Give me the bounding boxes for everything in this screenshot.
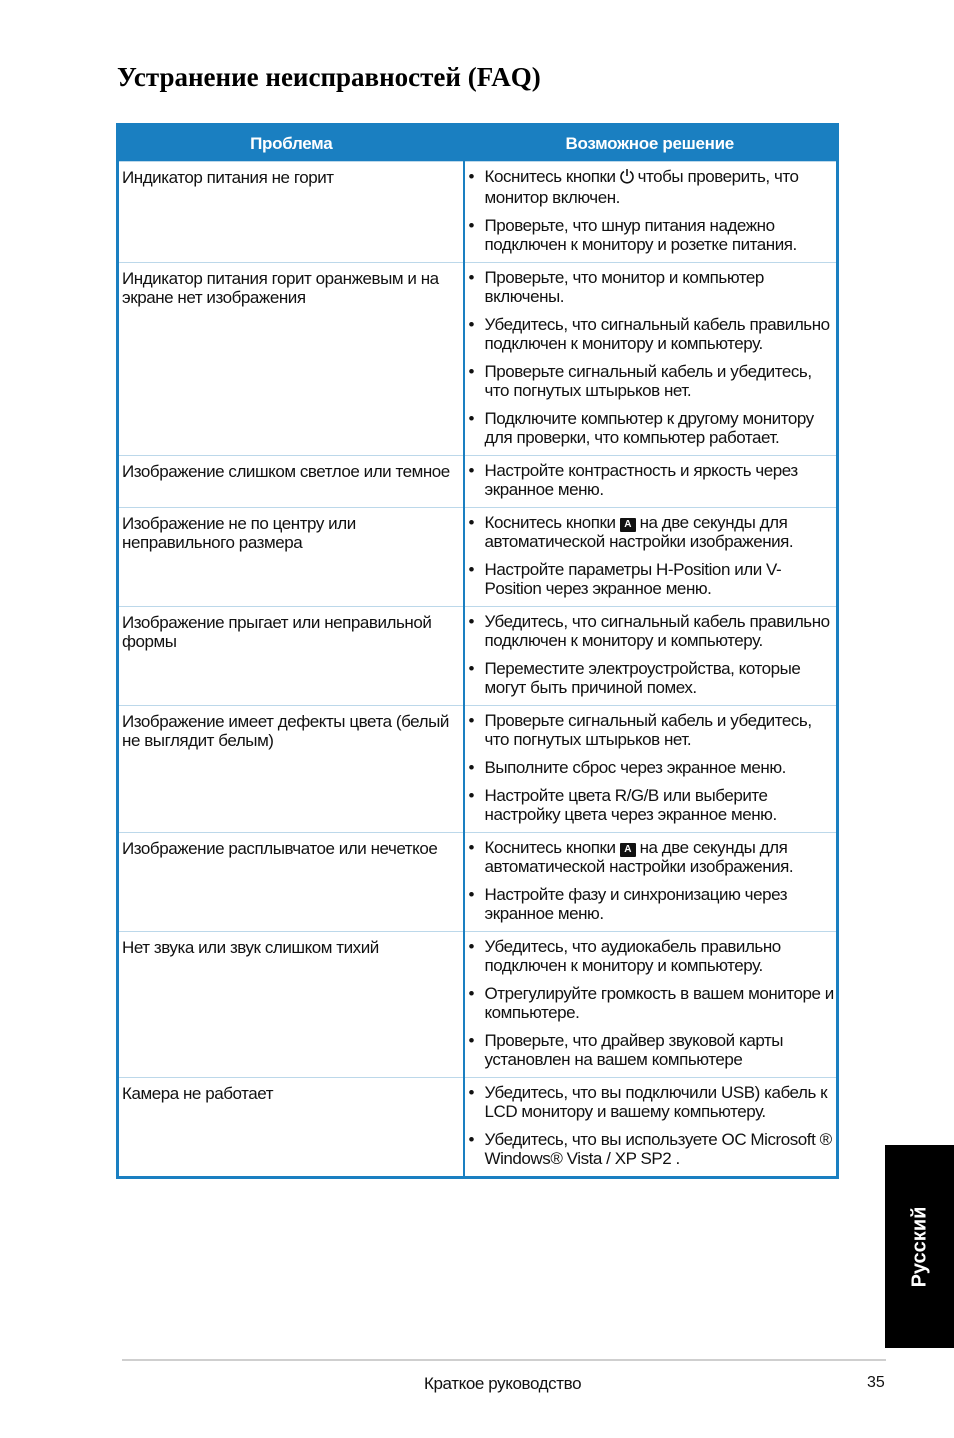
solution-item — [467, 937, 835, 975]
solution-cell — [464, 263, 838, 456]
header-solution: Возможное решение — [464, 125, 838, 162]
header-problem: Проблема — [118, 125, 464, 162]
solution-text: Коснитесь кнопки — [484, 513, 616, 532]
table-header-row — [118, 125, 838, 162]
solution-text: чтобы проверить, что монитор включен. — [484, 167, 799, 207]
auto-adjust-icon: A — [620, 843, 636, 857]
solution-item — [467, 885, 835, 923]
solution-text: Настройте параметры H-Position или V-Position через экранное меню. — [484, 560, 782, 598]
table-row — [118, 932, 838, 1078]
solution-item — [467, 786, 835, 824]
solution-text: Настройте цвета R/G/B или выберите настройку цвета через экранное меню. — [484, 786, 777, 824]
solution-cell — [464, 833, 838, 932]
solution-item — [467, 167, 835, 207]
solution-text: Убедитесь, что вы подключили USB) кабель к LCD монитору и вашему компьютеру. — [484, 1083, 828, 1121]
solution-item — [467, 1031, 835, 1069]
solution-text: Подключите компьютер к другому монитору для проверки, что компьютер работает. — [484, 409, 814, 447]
solution-item — [467, 1083, 835, 1121]
problem-cell: Изображение прыгает или неправильной формы — [118, 607, 464, 706]
bullet: • — [468, 758, 475, 777]
solution-item — [467, 984, 835, 1022]
page-title: Устранение неисправностей (FAQ) — [117, 62, 541, 92]
problem-cell: Изображение не по центру или неправильного размера — [118, 508, 464, 607]
bullet: • — [468, 885, 475, 904]
table-row — [118, 706, 838, 833]
bullet: • — [468, 937, 475, 956]
solution-cell — [464, 1078, 838, 1178]
solution-text: Проверьте сигнальный кабель и убедитесь, что погнутых штырьков нет. — [484, 362, 812, 400]
solution-cell — [464, 706, 838, 833]
solution-item — [467, 838, 835, 876]
bullet: • — [468, 216, 475, 235]
footer-divider — [122, 1359, 886, 1361]
solution-text: Убедитесь, что вы используете ОС Microsoft ® Windows® Vista / XP SP2 . — [484, 1130, 832, 1168]
solution-text: Убедитесь, что аудиокабель правильно подключен к монитору и компьютеру. — [484, 937, 781, 975]
bullet: • — [468, 167, 475, 186]
solution-item — [467, 268, 835, 306]
bullet: • — [468, 409, 475, 428]
problem-cell: Изображение имеет дефекты цвета (белый не выглядит белым) — [118, 706, 464, 833]
problem-cell: Камера не работает — [118, 1078, 464, 1178]
bullet: • — [468, 315, 475, 334]
bullet: • — [468, 1130, 475, 1149]
solution-text: Выполните сброс через экранное меню. — [484, 758, 786, 777]
bullet: • — [468, 560, 475, 579]
solution-item — [467, 362, 835, 400]
solution-item — [467, 659, 835, 697]
table-row — [118, 456, 838, 508]
table-row — [118, 263, 838, 456]
bullet: • — [468, 612, 475, 631]
bullet: • — [468, 711, 475, 730]
solution-text: Переместите электроустройства, которые могут быть причиной помех. — [484, 659, 801, 697]
auto-adjust-icon: A — [620, 518, 636, 532]
problem-cell: Индикатор питания горит оранжевым и на экране нет изображения — [118, 263, 464, 456]
solution-item — [467, 560, 835, 598]
faq-table — [116, 123, 839, 1179]
table-row — [118, 607, 838, 706]
bullet: • — [468, 362, 475, 381]
solution-text: Проверьте, что драйвер звуковой карты установлен на вашем компьютере — [484, 1031, 784, 1069]
page-number: 35 — [867, 1374, 885, 1391]
bullet: • — [468, 659, 475, 678]
solution-text: Отрегулируйте громкость в вашем мониторе и компьютере. — [484, 984, 834, 1022]
solution-cell — [464, 932, 838, 1078]
language-tab-label: Русский — [908, 1206, 930, 1287]
table-body — [118, 162, 838, 1178]
solution-text: Коснитесь кнопки — [484, 167, 616, 186]
bullet: • — [468, 984, 475, 1003]
table-row — [118, 1078, 838, 1178]
bullet: • — [468, 786, 475, 805]
problem-cell: Изображение расплывчатое или нечеткое — [118, 833, 464, 932]
language-tab — [885, 1145, 954, 1348]
table-row — [118, 833, 838, 932]
solution-item — [467, 612, 835, 650]
solution-cell — [464, 508, 838, 607]
solution-item — [467, 513, 835, 551]
problem-cell: Индикатор питания не горит — [118, 162, 464, 263]
solution-text: Настройте фазу и синхронизацию через экранное меню. — [484, 885, 788, 923]
bullet: • — [468, 1031, 475, 1050]
problem-cell: Изображение слишком светлое или темное — [118, 456, 464, 508]
table-row — [118, 508, 838, 607]
solution-item — [467, 758, 835, 777]
bullet: • — [468, 838, 475, 857]
solution-text: Убедитесь, что сигнальный кабель правильно подключен к монитору и компьютеру. — [484, 315, 830, 353]
solution-item — [467, 216, 835, 254]
bullet: • — [468, 513, 475, 532]
solution-text: на две секунды для автоматической настройки изображения. — [484, 513, 794, 551]
solution-cell — [464, 162, 838, 263]
solution-item — [467, 1130, 835, 1168]
solution-text: Убедитесь, что сигнальный кабель правильно подключен к монитору и компьютеру. — [484, 612, 830, 650]
solution-cell — [464, 456, 838, 508]
solution-item — [467, 315, 835, 353]
solution-item — [467, 461, 835, 499]
solution-text: Проверьте, что шнур питания надежно подключен к монитору и розетке питания. — [484, 216, 797, 254]
solution-text: на две секунды для автоматической настройки изображения. — [484, 838, 794, 876]
solution-item — [467, 711, 835, 749]
solution-text: Настройте контрастность и яркость через экранное меню. — [484, 461, 798, 499]
footer-title: Краткое руководство — [424, 1374, 582, 1393]
table-row — [118, 162, 838, 263]
bullet: • — [468, 1083, 475, 1102]
power-icon — [619, 168, 635, 188]
bullet: • — [468, 268, 475, 287]
solution-text: Коснитесь кнопки — [484, 838, 616, 857]
solution-text: Проверьте сигнальный кабель и убедитесь, что погнутых штырьков нет. — [484, 711, 812, 749]
solution-text: Проверьте, что монитор и компьютер включены. — [484, 268, 764, 306]
solution-cell — [464, 607, 838, 706]
problem-cell: Нет звука или звук слишком тихий — [118, 932, 464, 1078]
solution-item — [467, 409, 835, 447]
bullet: • — [468, 461, 475, 480]
